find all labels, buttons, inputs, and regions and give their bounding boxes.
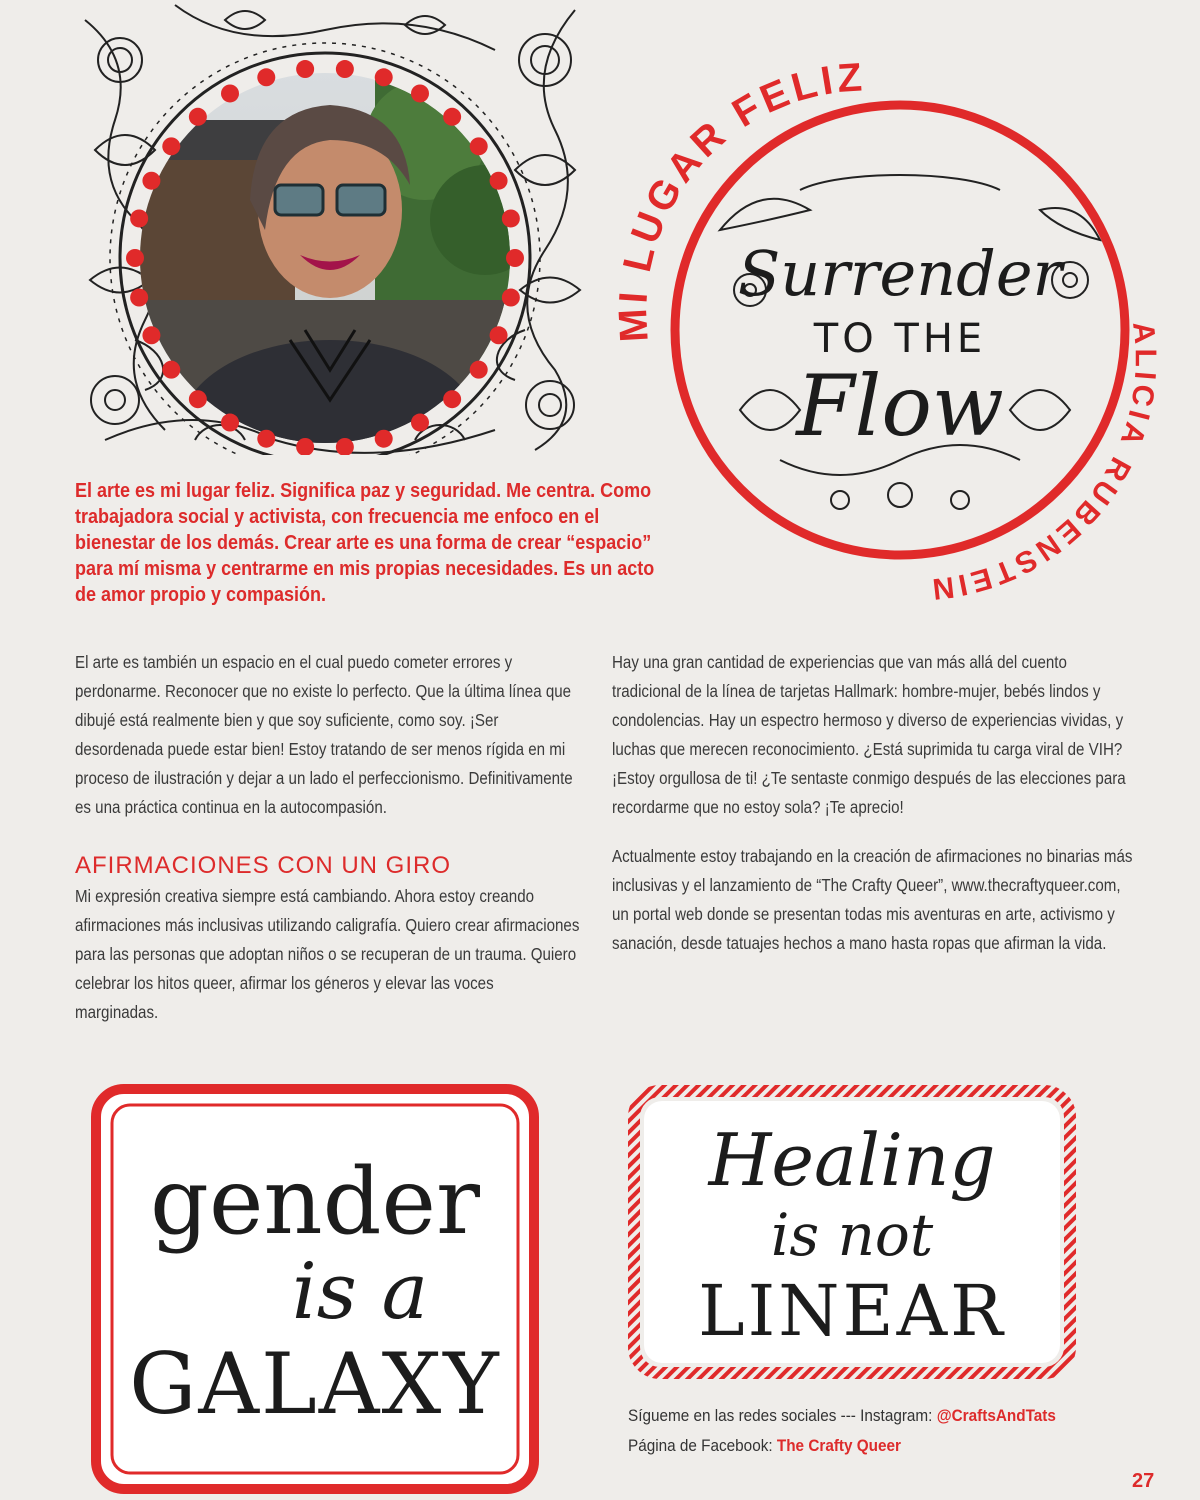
red-dot [375,68,393,86]
card-gender-line-2: is a [291,1247,429,1337]
author-photo [75,0,587,455]
red-dot [130,289,148,307]
art-word-to-the: TO THE [813,316,987,362]
red-dot [257,430,275,448]
art-word-surrender: Surrender [737,237,1063,310]
red-dot [443,108,461,126]
card-gender-is-a-galaxy [90,1083,540,1495]
red-dot [443,390,461,408]
red-dot [490,326,508,344]
card-gender-line-3: GALAXY [129,1335,501,1433]
red-dot [257,68,275,86]
red-dot [502,289,520,307]
badge-title: MI LUGAR FELIZ [610,55,868,344]
right-paragraph-1: Hay una gran cantidad de experiencias que van más allá del cuento tradicional de la línea de tarjetas Hallmark: hombre-mujer, bebés lindos y condolencias. Hay un espectro hermoso y diverso de experiencias vividas, y luchas que merecen reconocimiento. ¿Está suprimida tu carga viral de VIH? ¡Estoy orgullosa de ti! ¿Te sentaste conmigo después de las elecciones para recordarme que no estoy sola? ¡Te aprecio! [612,652,1126,817]
card-healing-line-1: Healing [708,1118,996,1202]
red-dot [470,361,488,379]
red-dot [189,108,207,126]
facebook-page-link[interactable]: The Crafty Queer [776,1436,902,1455]
red-dot [162,361,180,379]
section-heading: AFIRMACIONES CON UN GIRO [75,852,452,879]
red-dot [142,326,160,344]
art-word-flow: Flow [796,357,1004,455]
footer-facebook [628,1436,901,1456]
card-healing-line-2: is not [770,1201,934,1269]
footer-facebook-label: Página de Facebook: [628,1436,773,1455]
instagram-handle-link[interactable]: @CraftsAndTats [936,1406,1056,1425]
red-dot [130,209,148,227]
left-column [75,648,580,1027]
red-dot [506,249,524,267]
artist-name: ALICIA RUBENSTEIN [926,320,1162,606]
red-dot [189,390,207,408]
red-dot [126,249,144,267]
red-dot [490,172,508,190]
left-paragraph-2: Mi expresión creativa siempre está cambiando. Ahora estoy creando afirmaciones más inclusivas utilizando caligrafía. Quiero crear afirmaciones para las personas que adoptan niños o se recuperan de un trauma. Quiero celebrar los hitos queer, afirmar los géneros y elevar las voces marginadas. [75,886,580,1022]
red-dot [142,172,160,190]
red-dot [296,60,314,78]
card-gender-line-1: gender [150,1148,480,1255]
footer-instagram [628,1406,1056,1426]
author-photo-frame [75,0,587,455]
badge-artwork [600,40,1162,606]
red-dot [411,414,429,432]
card-healing-line-3: LINEAR [698,1270,1006,1352]
right-column [612,648,1142,958]
footer-social-label: Sígueme en las redes sociales --- Instagram: [628,1406,933,1425]
red-dot [336,60,354,78]
red-dot [221,414,239,432]
red-dot [162,137,180,155]
red-dot [502,209,520,227]
card-healing-is-not-linear [628,1085,1076,1379]
intro-pullquote: El arte es mi lugar feliz. Significa paz y seguridad. Me centra. Como trabajadora social y activista, con frecuencia me enfoco en el bienestar de los demás. Crear arte es una forma de crear “espacio” para mí misma y centrarme en mis propias necesidades. Es un acto de amor propio y compasión. [75,480,655,606]
red-dot [375,430,393,448]
red-dot [470,137,488,155]
right-paragraph-2: Actualmente estoy trabajando en la creación de afirmaciones no binarias más inclusivas y el lanzamiento de “The Crafty Queer”, www.thecraftyqueer.com, un portal web donde se presentan todas mis aventuras en arte, activismo y sanación, desde tatuajes hechos a mano hasta ropas que afirman la vida. [612,846,1133,953]
red-dot [411,84,429,102]
left-paragraph-1: El arte es también un espacio en el cual puedo cometer errores y perdonarme. Reconocer que no existe lo perfecto. Que la última línea que dibujé está realmente bien y que soy suficiente, como soy. ¡Ser desordenada puede estar bien! Estoy tratando de ser menos rígida en mi proceso de ilustración y dejar a un lado el perfeccionismo. Definitivamente es una práctica continua en la autocompasión. [75,652,573,817]
page-number: 27 [1132,1470,1155,1492]
red-dot [221,84,239,102]
